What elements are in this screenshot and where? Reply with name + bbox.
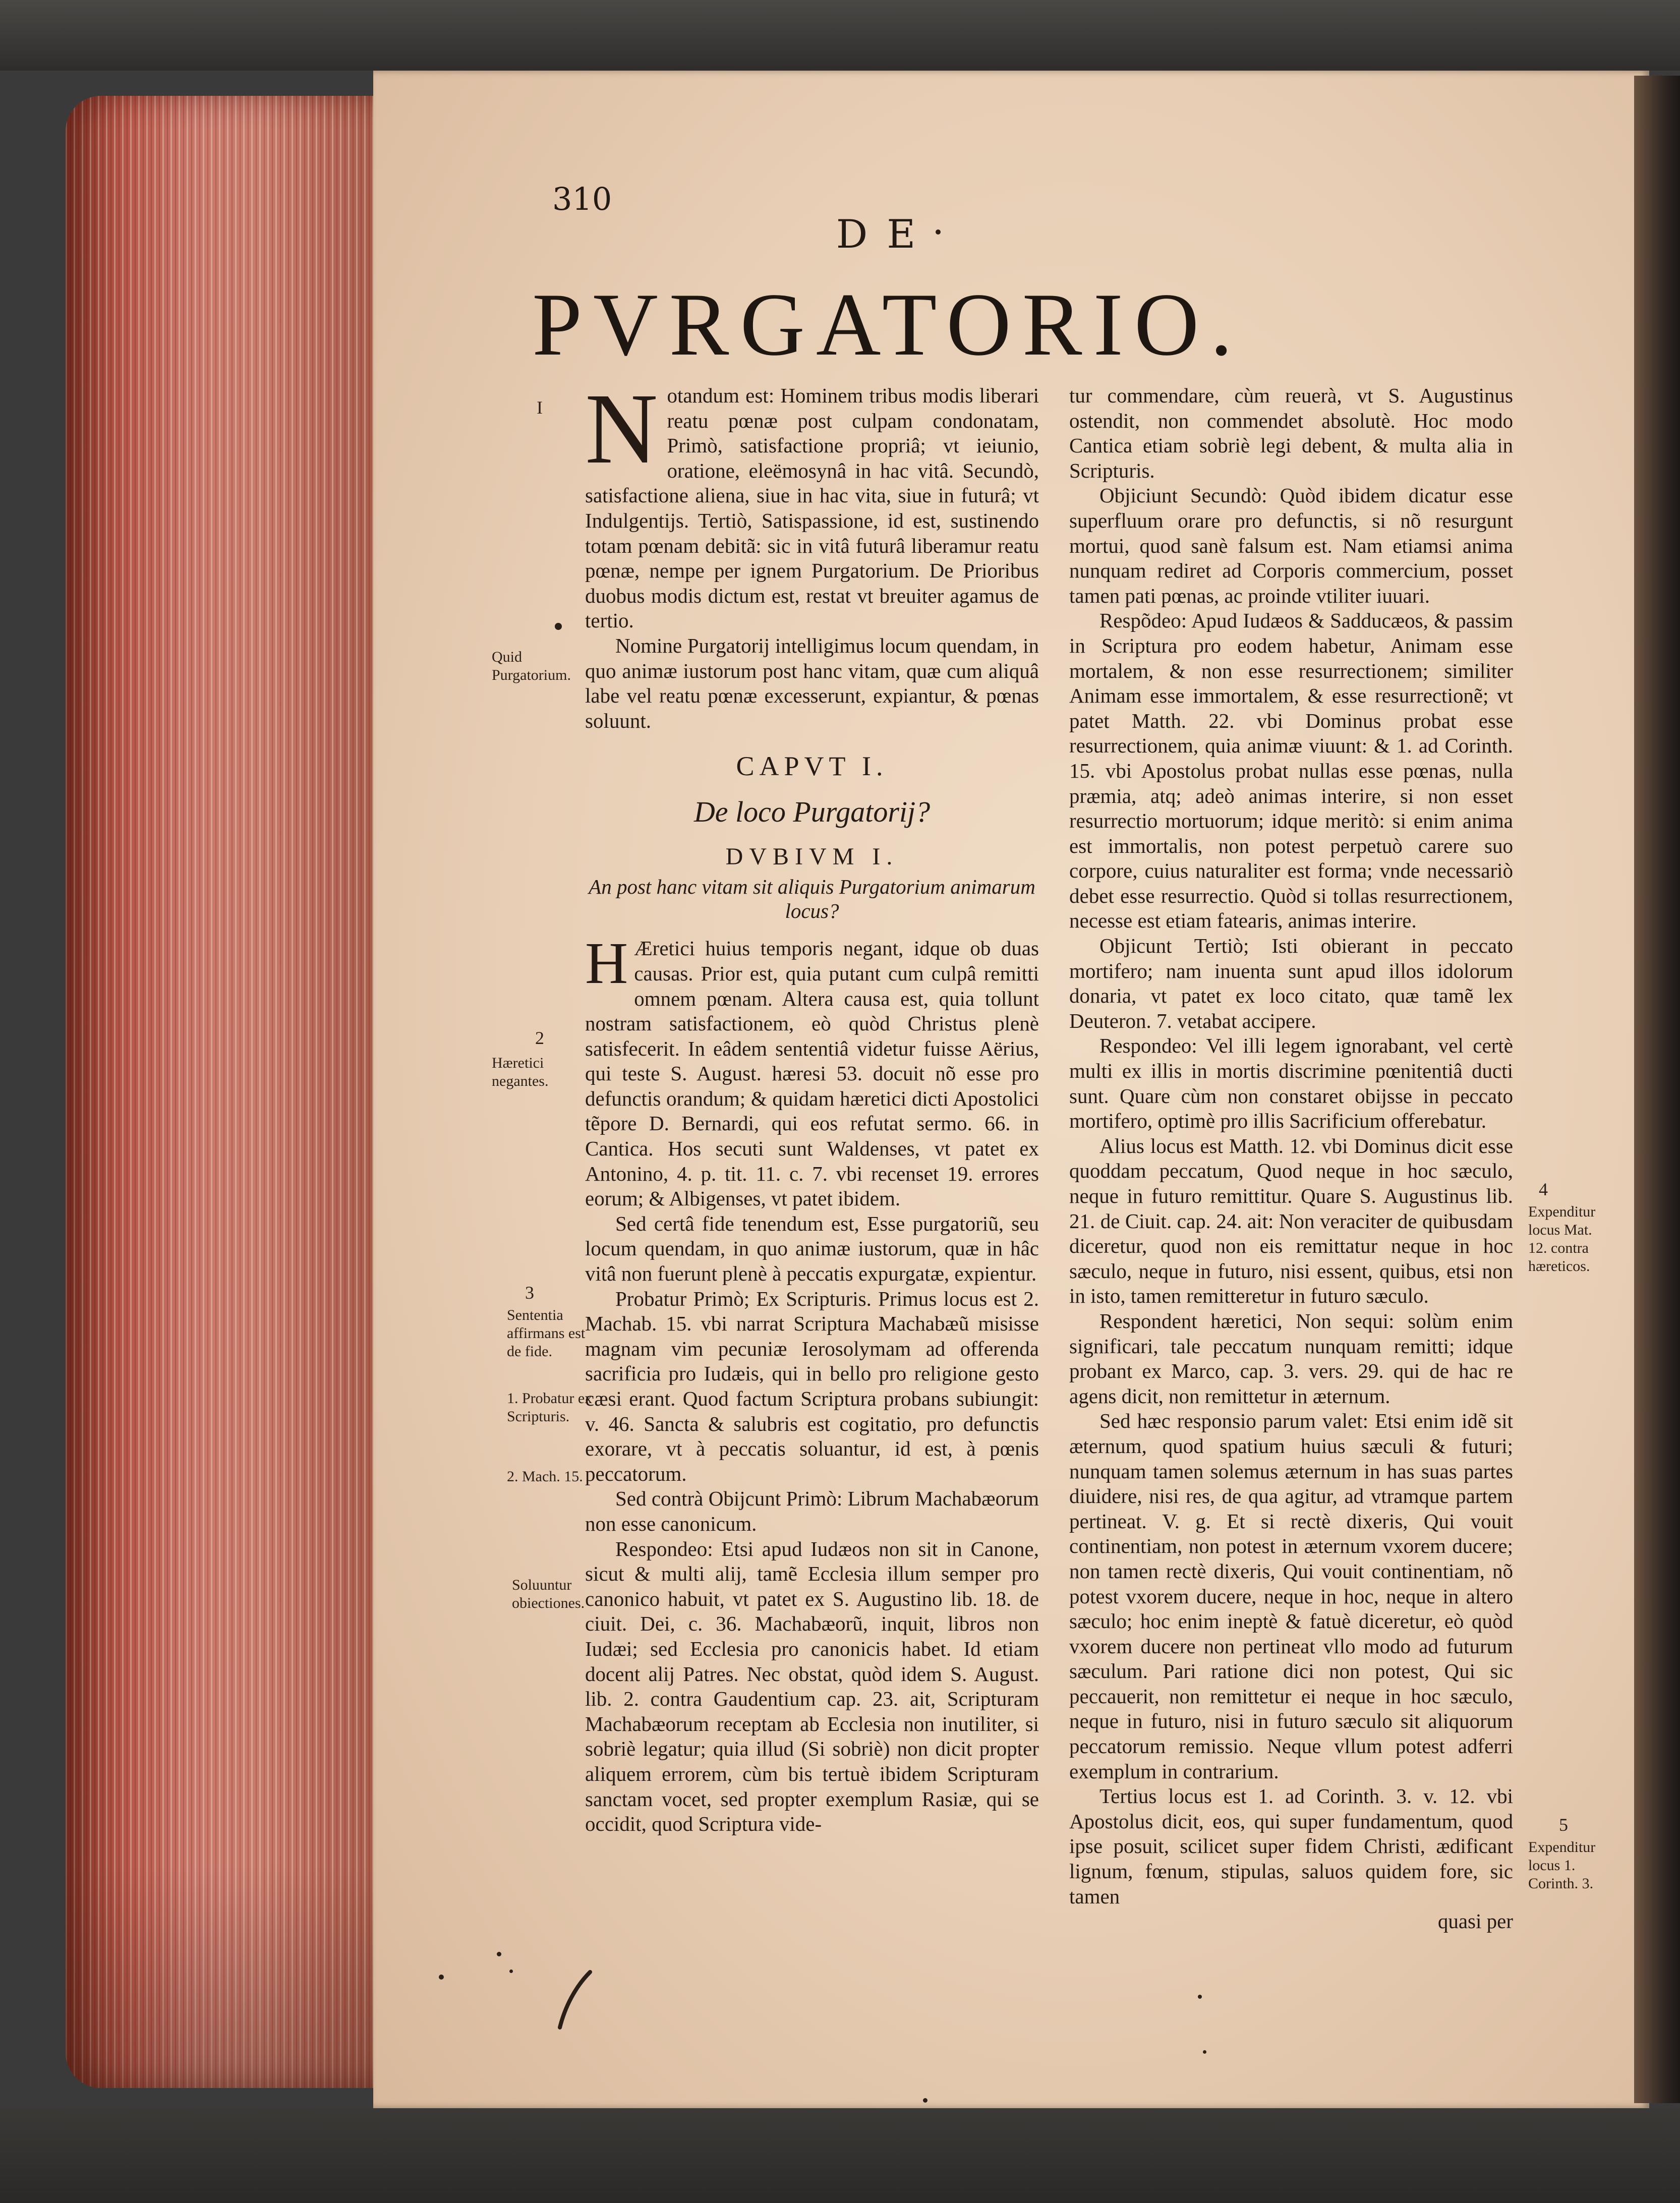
ink-stroke-mark — [555, 1967, 600, 2033]
margin-note-machab: 2. Mach. 15. — [507, 1468, 583, 1485]
ink-speck — [936, 229, 941, 235]
dubium-heading: DVBIVM I. — [725, 843, 899, 871]
right-paragraph-4: Objicunt Tertiò; Isti obierant in peccato mortifero; nam inuenta sunt apud illos idolorum donaria, vt patet ex loco citato, quæ tamẽ lex Deuteron. 7. vetabat accipere. — [1069, 934, 1513, 1032]
respondeo-paragraph: Respondeo: Etsi apud Iudæos non sit in Canone, sicut & multi alij, tamẽ Ecclesia illum semper pro canonico habuit, vt patet ex S. Augustino lib. 18. de ciuit. Dei, c. 36. Machabæorũ, inquit, libros non Iudæi; sed Ecclesia pro canonicis habet. Id etiam docent alij Patres. Nec obstat, quòd idem S. August. lib. 2. contra Gaudentium cap. 23. ait, Scripturam Machabæorum receptam ab Ecclesia non inutiliter, si sobriè legatur; quia illud (Si sobriè) non dicit propter aliquem errorem, cùm bis tertuè ibidem Scripturam sanctam vocet, sed propter exemplum Rasiæ, qui se occidit, quod Scriptura vide- — [585, 1537, 1039, 1836]
right-paragraph-2: Objiciunt Secundò: Quòd ibidem dicatur esse superfluum orare pro defunctis, si nõ resurgunt mortui, quod sanè falsum est. Nam etiamsi anima nunquam rediret ad Corporis commercium, posset tamen pati pœnas, ac proinde vtiliter iuuari. — [1069, 484, 1513, 607]
backdrop-bottom — [0, 2108, 1680, 2203]
ink-speck — [509, 1969, 513, 1973]
definition-paragraph: Nomine Purgatorij intelligimus locum quendam, in quo animæ iustorum post hanc vitam, quæ cum aliquâ labe vel reatu pœnæ excesserunt, expiantur, & pœnas soluunt. — [585, 633, 1039, 732]
haeretici-text: Æretici huius temporis negant, idque ob duas causas. Prior est, quia putant cum culpâ remitti omnem pœnam. Altera causa est, quia tollunt nostram satisfactionem, eò quòd Christus plenè satisfecerit. In eâdem sententiâ videtur fuisse Aërius, qui teste S. August. hæresi 53. docuit nõ esse pro defunctis orandum; & quidam hæretici dicti Apostolici tẽpore D. Bernardi, qui eos refutat sermo. 66. in Cantica. Hos secuti sunt Waldenses, vt patet ex Antonino, 4. p. tit. 11. c. 7. vbi recenset 19. errores eorum; & Albigenses, vt patet ibidem. — [585, 937, 1039, 1210]
page-number: 310 — [552, 181, 612, 217]
left-column — [585, 373, 1039, 1837]
intro-text: otandum est: Hominem tribus modis liberari reatu pœnæ post culpam condonatam, Primò, satisfactione propriâ; vt ieiunio, oratione, eleëmosynâ in hac vitâ. Secundò, satisfactione aliena, siue in hac vita, siue in futurâ; vt Indulgentijs. Tertiò, Satispassione, id est, sustinendo totam pœnam debitã: sic in vitâ futurâ liberamur reatu pœnæ, nempe per ignem Purgatorium. De Prioribus duobus modis dictum est, restat vt breuiter agamus de tertio. — [585, 384, 1039, 632]
margin-note-haeretici-negantes: Hæretici negantes. — [492, 1055, 549, 1089]
margin-note-soluuntur: Soluuntur obiectiones. — [512, 1577, 585, 1611]
haeretici-paragraph — [585, 930, 1039, 1211]
facing-page-edge — [1634, 76, 1680, 2103]
backdrop-top — [0, 0, 1680, 71]
right-paragraph-6: Alius locus est Matth. 12. vbi Dominus dicit esse quoddam peccatum, Quod neque in hoc sæculo, neque in futuro remittitur. Quare S. Augustinus lib. 21. de Ciuit. cap. 24. ait: Non veraciter de quibusdam diceretur, quod non eis remittatur neque in hoc sæculo, neque in futuro, nisi essent, quibus, etsi non in isto, tamen remitteretur in futuro sæculo. — [1069, 1134, 1513, 1308]
red-page-edges — [66, 96, 388, 2088]
page-edge-shadow — [66, 1866, 388, 2088]
caput-title: De loco Purgatorij? — [693, 795, 931, 829]
margin-note-matthaeus: Expenditur locus Mat. 12. contra hæreticos. — [1528, 1203, 1596, 1274]
margin-note-sententia: Sententia affirmans est de fide. — [507, 1307, 586, 1360]
right-paragraph-5: Respondeo: Vel illi legem ignorabant, vel certè multi ex illis in mortis discrimine pœnitentiâ ducti sunt. Quare cùm non constaret obijsse in peccato mortifero, optimè pro illis Sacrificium offerebatur. — [1069, 1034, 1513, 1133]
margin-number-5: 5 — [1559, 1815, 1568, 1835]
ink-speck — [439, 1975, 444, 1980]
obijcunt-paragraph: Sed contrà Obijcunt Primò: Librum Machabæorum non esse canonicum. — [585, 1487, 1039, 1535]
dropcap-h: H — [585, 930, 628, 997]
margin-number-1: I — [537, 397, 543, 418]
right-paragraph-3: Respõdeo: Apud Iudæos & Sadducæos, & passim in Scriptura pro eodem habetur, Animam esse mortalem, & non esse resurrectionem; similiter Animam esse immortalem, & esse resurrectionẽ; vt patet Matth. 22. vbi Dominus probat esse resurrectionem, quia animæ viuunt: & 1. ad Corinth. 15. vbi Apostolus probat nullas esse pœnas, nulla præmia, atq; adeò animas interire, si non esset resurrectio mortuorum; idque meritò: si enim anima est immortalis, non potest perpetuò carere suo corpore, cuius naturaliter est forma; vnde necessariò debet esse resurrectio. Quòd si tollas resurrectionem, necesse est etiam fatearis, animas interire. — [1069, 609, 1513, 933]
ink-speck — [1203, 2050, 1206, 2054]
margin-number-2: 2 — [535, 1028, 544, 1048]
ink-speck — [497, 1952, 501, 1956]
right-paragraph-1: tur commendare, cùm reuerà, vt S. Augustinus ostendit, non commendet absolutè. Hoc modo Cantica etiam sobriè legi debent, & multa alia in Scripturis. — [1069, 384, 1513, 482]
right-column — [1069, 383, 1513, 1934]
dubium-question: An post hanc vitam sit aliquis Purgatorium animarum locus? — [589, 875, 1035, 923]
margin-note-quid-purgatorium: Quid Purgatorium. — [492, 649, 571, 683]
margin-number-3: 3 — [525, 1283, 534, 1303]
caput-heading: CAPVT I. — [736, 751, 888, 782]
ink-speck — [555, 623, 562, 630]
margin-number-4: 4 — [1539, 1179, 1548, 1199]
intro-paragraph — [585, 373, 1039, 633]
title-purgatorio: PVRGATORIO. — [532, 274, 1244, 374]
right-paragraph-9: Tertius locus est 1. ad Corinth. 3. v. 12. vbi Apostolus dicit, eos, qui super fundamentum, quod ipse posuit, scilicet super fidem Christi, ædificant lignum, fœnum, stipulas, saluos quidem fore, sic tamen — [1069, 1784, 1513, 1908]
right-paragraph-8: Sed hæc responsio parum valet: Etsi enim idẽ sit æternum, quod spatium huius sæculi & futuri; nunquam tamen solemus æternum in has suas partes diuidere, nisi res, de qua agitur, ad vtramque partem pertineat. V. g. Et si rectè dixeris, Qui vouit continentiam, non potest in æternum vxorem ducere; non tamen rectè dixeris, Qui vouit continentiam, nõ potest vxorem ducere, neque in hoc, neque in altero sæculo; hoc enim ineptè & fatuè diceretur, eò quòd vxorem ducere non pertineat vllo modo ad futurum sæculum. Pari ratione dici non potest, Qui sic peccauerit, non remittetur ei neque in hoc sæculo, neque in futuro, nisi in futuro sæculo sit aliquorum peccatorum remissio. Neque vllum potest adferri exemplum in contrarium. — [1069, 1409, 1513, 1783]
dropcap-n: N — [585, 373, 658, 485]
sententia-paragraph: Sed certâ fide tenendum est, Esse purgatoriũ, seu locum quendam, in quo animæ iustorum, quæ in hâc vitâ non fuerunt plenè à peccatis expurgatæ, expientur. — [585, 1211, 1039, 1286]
margin-note-corinth: Expenditur locus 1. Corinth. 3. — [1528, 1839, 1596, 1892]
margin-note-probatur: 1. Probatur ex Scripturis. — [507, 1390, 593, 1425]
ink-speck — [1198, 1995, 1202, 1999]
right-paragraph-7: Respondent hæretici, Non sequi: solùm enim significari, tale peccatum nunquam remitti; idque probant ex Marco, cap. 3. vers. 29. qui de hac re agens dicit, non remittetur in æternum. — [1069, 1309, 1513, 1408]
ink-speck — [923, 2098, 928, 2103]
probatur-paragraph: Probatur Primò; Ex Scripturis. Primus locus est 2. Machab. 15. vbi narrat Scriptura Machabæũ misisse magnam vim pecuniæ Ierosolymam ad offerenda sacrificia pro Iudæis, qui in bello pro religione gesto cæsi erant. Quod factum Scriptura probans subiungit: v. 46. Sancta & salubris est cogitatio, pro defunctis exorare, vt à peccatis soluantur, id est, à pœnis peccatorum. — [585, 1287, 1039, 1485]
title-de: DE — [836, 212, 935, 257]
catchword: quasi per — [1437, 1909, 1513, 1933]
